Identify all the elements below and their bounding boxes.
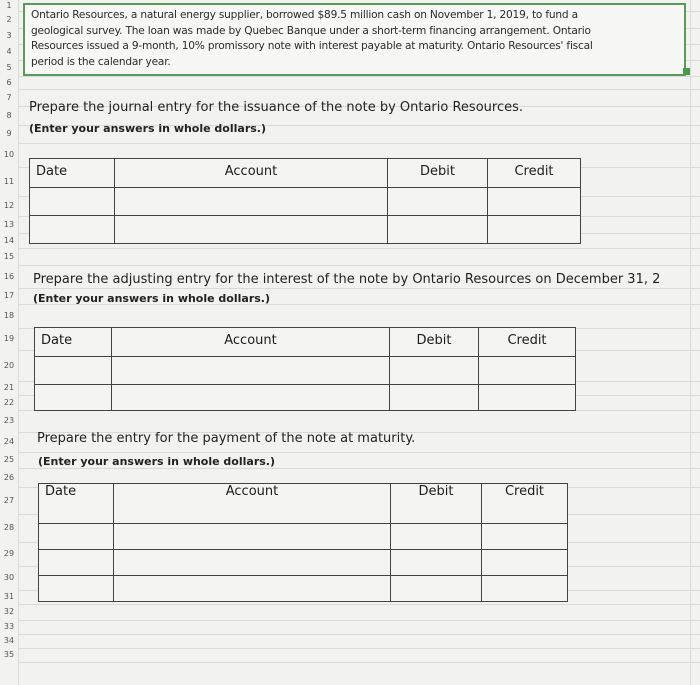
journal-table-2 [34, 327, 576, 411]
table-row [30, 188, 581, 216]
row-number[interactable]: 29 [3, 549, 15, 558]
row-number[interactable]: 32 [3, 607, 15, 616]
row-number[interactable]: 27 [3, 495, 15, 505]
credit-cell[interactable] [479, 357, 576, 385]
row-number[interactable]: 7 [6, 92, 12, 102]
header-date: Date [30, 159, 115, 188]
grid-row-line [18, 662, 700, 663]
instruction-3: Prepare the entry for the payment of the note at maturity. [37, 431, 416, 446]
grid-row-line [18, 604, 700, 605]
row-number[interactable]: 24 [3, 437, 15, 446]
date-cell[interactable] [39, 576, 114, 602]
header-account: Account [112, 328, 390, 357]
note-3: (Enter your answers in whole dollars.) [38, 455, 275, 468]
problem-line: Resources issued a 9-month, 10% promissory note with interest payable at maturity. Ontario Resources' fiscal [31, 40, 593, 53]
account-cell[interactable] [112, 357, 390, 385]
row-number[interactable]: 20 [3, 360, 15, 370]
row-number[interactable]: 10 [3, 150, 15, 159]
row-number[interactable]: 26 [3, 472, 15, 482]
instruction-1: Prepare the journal entry for the issuance of the note by Ontario Resources. [29, 100, 523, 115]
credit-cell[interactable] [482, 576, 568, 602]
row-number[interactable]: 31 [3, 592, 15, 601]
credit-cell[interactable] [479, 385, 576, 411]
row-number[interactable]: 30 [3, 573, 15, 582]
problem-statement [31, 8, 676, 70]
row-number[interactable]: 15 [3, 251, 15, 261]
cell-fill-handle[interactable] [683, 68, 690, 75]
account-cell[interactable] [114, 524, 391, 550]
header-date: Date [35, 328, 112, 357]
row-number[interactable]: 5 [6, 63, 12, 72]
row-number[interactable]: 17 [3, 291, 15, 300]
date-cell[interactable] [35, 385, 112, 411]
header-debit: Debit [388, 159, 488, 188]
credit-cell[interactable] [488, 216, 581, 244]
debit-cell[interactable] [391, 524, 482, 550]
problem-line: geological survey. The loan was made by Quebec Banque under a short-term financing arrangement. Ontario [31, 24, 591, 37]
header-credit: Credit [482, 484, 568, 524]
date-cell[interactable] [39, 524, 114, 550]
header-debit: Debit [390, 328, 479, 357]
header-credit: Credit [479, 328, 576, 357]
debit-cell[interactable] [388, 216, 488, 244]
header-credit: Credit [488, 159, 581, 188]
date-cell[interactable] [39, 550, 114, 576]
grid-row-line [18, 620, 700, 621]
credit-cell[interactable] [482, 550, 568, 576]
note-2: (Enter your answers in whole dollars.) [33, 292, 270, 305]
row-number[interactable]: 21 [3, 383, 15, 392]
header-account: Account [115, 159, 388, 188]
credit-cell[interactable] [488, 188, 581, 216]
header-account: Account [114, 484, 391, 524]
note-1: (Enter your answers in whole dollars.) [29, 122, 266, 135]
grid-row-line [18, 265, 700, 266]
grid-row-line [18, 468, 700, 469]
grid-column-line [18, 0, 19, 685]
instruction-2: Prepare the adjusting entry for the interest of the note by Ontario Resources on December 31, 2 [33, 272, 661, 287]
grid-row-line [18, 452, 700, 453]
table-row [35, 357, 576, 385]
header-date: Date [39, 484, 114, 524]
problem-line: period is the calendar year. [31, 55, 171, 68]
row-number[interactable]: 1 [6, 0, 12, 10]
table-row [39, 524, 568, 550]
row-number[interactable]: 14 [3, 235, 15, 245]
grid-column-line [690, 0, 691, 685]
debit-cell[interactable] [390, 357, 479, 385]
date-cell[interactable] [30, 216, 115, 244]
row-number[interactable]: 33 [3, 622, 15, 631]
account-cell[interactable] [114, 550, 391, 576]
row-number[interactable]: 9 [6, 129, 12, 138]
row-number[interactable]: 28 [3, 523, 15, 532]
grid-row-line [18, 648, 700, 649]
row-number[interactable]: 23 [3, 416, 15, 425]
debit-cell[interactable] [388, 188, 488, 216]
row-number[interactable]: 8 [6, 110, 12, 120]
header-debit: Debit [391, 484, 482, 524]
problem-line: Ontario Resources, a natural energy supplier, borrowed $89.5 million cash on November 1, 2019, to fund a [31, 9, 578, 21]
credit-cell[interactable] [482, 524, 568, 550]
row-number[interactable]: 11 [3, 176, 15, 186]
grid-row-line [18, 89, 700, 90]
grid-row-line [18, 288, 700, 289]
row-number[interactable]: 4 [6, 47, 12, 56]
row-number[interactable]: 13 [3, 219, 15, 229]
grid-row-line [18, 143, 700, 144]
table-row [39, 576, 568, 602]
row-number[interactable]: 6 [6, 77, 12, 87]
account-cell[interactable] [115, 216, 388, 244]
row-number[interactable]: 25 [3, 455, 15, 464]
grid-row-line [18, 634, 700, 635]
table-row [39, 550, 568, 576]
debit-cell[interactable] [391, 550, 482, 576]
date-cell[interactable] [30, 188, 115, 216]
account-cell[interactable] [114, 576, 391, 602]
row-number[interactable]: 35 [3, 650, 15, 659]
date-cell[interactable] [35, 357, 112, 385]
table-row [35, 385, 576, 411]
row-number[interactable]: 34 [3, 636, 15, 645]
row-number[interactable]: 12 [3, 201, 15, 210]
table-row [30, 216, 581, 244]
debit-cell[interactable] [391, 576, 482, 602]
problem-statement-cell[interactable] [23, 3, 686, 76]
grid-row-line [18, 248, 700, 249]
journal-table-3 [38, 483, 568, 602]
row-number[interactable]: 16 [3, 271, 15, 281]
row-number[interactable]: 22 [3, 397, 15, 407]
row-number[interactable]: 2 [6, 14, 12, 24]
row-number[interactable]: 3 [6, 31, 12, 40]
account-cell[interactable] [112, 385, 390, 411]
grid-row-line [18, 76, 700, 77]
row-number[interactable]: 19 [3, 334, 15, 343]
debit-cell[interactable] [390, 385, 479, 411]
account-cell[interactable] [115, 188, 388, 216]
row-number[interactable]: 18 [3, 311, 15, 320]
journal-table-1 [29, 158, 581, 244]
